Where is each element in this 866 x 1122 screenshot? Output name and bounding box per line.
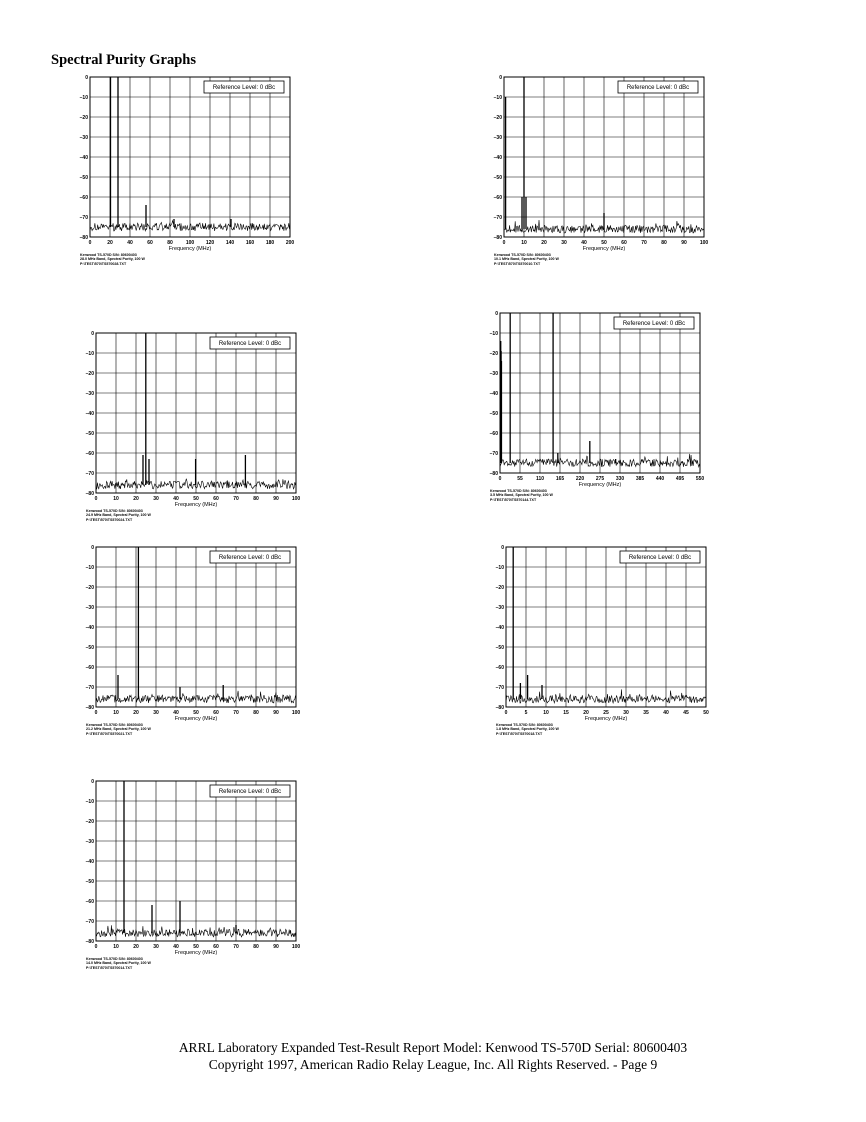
- x-tick-label: 110: [535, 476, 545, 482]
- x-tick-label: 275: [595, 476, 605, 482]
- y-tick-label: –50: [85, 645, 94, 651]
- y-tick-label: –70: [85, 685, 94, 691]
- reference-level-label: Reference Level: 0 dBc: [212, 85, 276, 92]
- grid: [90, 77, 290, 237]
- y-tick-label: –10: [85, 351, 94, 357]
- y-tick-label: –20: [493, 115, 502, 121]
- y-tick-label: –50: [79, 175, 88, 181]
- graph-caption-line: P:\TEST\570\TS570021.TXT: [86, 731, 133, 736]
- y-tick-label: –10: [79, 95, 88, 101]
- x-tick-label: 440: [655, 476, 665, 482]
- x-axis-label: Frequency (MHz): [168, 246, 212, 252]
- graph-caption-line: P:\TEST\570\TS570014.TXT: [86, 965, 133, 970]
- y-tick-label: –70: [85, 471, 94, 477]
- chart-svg: [72, 326, 317, 516]
- x-tick-label: 0: [88, 240, 92, 246]
- x-tick-label: 30: [153, 496, 159, 502]
- graph-caption-line: 1.8 MHz Band, Spectral Purity, 100 W: [496, 727, 559, 732]
- graph-caption-line: 24.9 MHz Band, Spectral Purity, 100 W: [86, 513, 151, 518]
- graph-caption-line: Kenwood TS-570D S/N: 80600403: [494, 253, 551, 257]
- x-tick-label: 70: [233, 496, 239, 502]
- x-tick-label: 0: [502, 240, 506, 246]
- x-tick-label: 100: [291, 496, 301, 502]
- y-tick-label: –70: [495, 685, 504, 691]
- y-tick-label: –80: [495, 705, 504, 711]
- x-tick-label: 80: [253, 944, 259, 950]
- x-tick-label: 20: [133, 496, 139, 502]
- y-tick-label: –30: [489, 371, 498, 377]
- grid: [96, 547, 296, 707]
- x-tick-label: 80: [253, 496, 259, 502]
- graph-caption-line: Kenwood TS-570D S/N: 80600403: [80, 253, 137, 257]
- y-tick-label: –50: [489, 411, 498, 417]
- x-tick-label: 40: [173, 496, 179, 502]
- graph-caption: [494, 253, 559, 266]
- y-tick-label: –10: [85, 799, 94, 805]
- graph-caption-line: P:\TEST\570\TS570144.TXT: [490, 497, 537, 502]
- graph-caption-line: Kenwood TS-570D S/N: 80600403: [496, 723, 553, 727]
- y-tick-label: –60: [85, 451, 94, 457]
- y-tick-label: 0: [85, 75, 88, 81]
- footer-line-1: ARRL Laboratory Expanded Test-Result Report Model: Kenwood TS-570D Serial: 80600403: [178, 1040, 688, 1055]
- y-tick-label: –40: [85, 859, 94, 865]
- y-tick-label: –70: [489, 451, 498, 457]
- x-axis-label: Frequency (MHz): [174, 502, 218, 508]
- graph-caption-line: 28.0 MHz Band, Spectral Purity, 100 W: [80, 257, 145, 262]
- y-tick-label: –10: [85, 565, 94, 571]
- x-tick-label: 0: [94, 710, 98, 716]
- graph-caption: [86, 509, 151, 522]
- spectral-graph-10mhz: [480, 70, 725, 288]
- x-tick-label: 100: [291, 710, 301, 716]
- y-tick-label: –50: [495, 645, 504, 651]
- x-tick-label: 60: [147, 240, 153, 246]
- x-tick-label: 30: [623, 710, 629, 716]
- y-tick-label: –40: [489, 391, 498, 397]
- graph-caption-line: 21.2 MHz Band, Spectral Purity, 100 W: [86, 727, 151, 732]
- reference-level-box: [210, 337, 290, 349]
- x-tick-label: 550: [695, 476, 705, 482]
- y-tick-label: –80: [85, 939, 94, 945]
- grid: [500, 313, 700, 473]
- x-tick-label: 10: [521, 240, 527, 246]
- reference-level-box: [614, 317, 694, 329]
- x-tick-label: 140: [225, 240, 235, 246]
- y-tick-label: –50: [85, 879, 94, 885]
- x-tick-label: 60: [213, 710, 219, 716]
- y-tick-label: –30: [495, 605, 504, 611]
- spectral-graph-21mhz: [72, 540, 317, 758]
- x-tick-label: 90: [681, 240, 687, 246]
- y-tick-label: –20: [495, 585, 504, 591]
- y-tick-label: –20: [489, 351, 498, 357]
- reference-level-box: [620, 551, 700, 563]
- x-tick-label: 10: [113, 710, 119, 716]
- x-tick-label: 90: [273, 944, 279, 950]
- x-tick-label: 20: [133, 944, 139, 950]
- x-tick-label: 80: [661, 240, 667, 246]
- graph-caption-line: Kenwood TS-570D S/N: 80600403: [490, 489, 547, 493]
- y-tick-label: –10: [493, 95, 502, 101]
- y-tick-label: –30: [85, 605, 94, 611]
- x-tick-label: 50: [193, 496, 199, 502]
- x-tick-label: 220: [575, 476, 585, 482]
- grid: [506, 547, 706, 707]
- x-tick-label: 50: [193, 944, 199, 950]
- x-tick-label: 0: [504, 710, 508, 716]
- x-tick-label: 100: [699, 240, 709, 246]
- y-tick-label: –20: [85, 819, 94, 825]
- footer-line-2: Copyright 1997, American Radio Relay League, Inc. All Rights Reserved. - Page 9: [208, 1057, 658, 1072]
- spectral-graph-3-5mhz: [476, 306, 721, 524]
- y-tick-label: –20: [85, 585, 94, 591]
- x-axis-label: Frequency (MHz): [584, 716, 628, 722]
- reference-level-label: Reference Level: 0 dBc: [628, 555, 692, 562]
- y-tick-label: –50: [493, 175, 502, 181]
- y-tick-label: 0: [91, 779, 94, 785]
- x-tick-label: 80: [253, 710, 259, 716]
- chart-svg: [476, 306, 721, 496]
- reference-level-label: Reference Level: 0 dBc: [626, 85, 690, 92]
- x-tick-label: 20: [133, 710, 139, 716]
- y-tick-label: –60: [489, 431, 498, 437]
- x-tick-label: 165: [555, 476, 565, 482]
- x-tick-label: 5: [524, 710, 528, 716]
- y-tick-label: –20: [85, 371, 94, 377]
- y-tick-label: –20: [79, 115, 88, 121]
- x-tick-label: 0: [94, 944, 98, 950]
- y-tick-label: –70: [79, 215, 88, 221]
- y-tick-label: –80: [489, 471, 498, 477]
- y-tick-label: –40: [79, 155, 88, 161]
- y-tick-label: –60: [493, 195, 502, 201]
- reference-level-label: Reference Level: 0 dBc: [218, 789, 282, 796]
- x-tick-label: 15: [563, 710, 569, 716]
- graph-caption: [86, 957, 151, 970]
- x-tick-label: 120: [205, 240, 215, 246]
- spectral-graph-1-8mhz: [482, 540, 727, 758]
- graph-caption-line: 3.5 MHz Band, Spectral Purity, 100 W: [490, 493, 553, 498]
- graph-caption-line: P:\TEST\570\TS570010.TXT: [494, 261, 541, 266]
- y-tick-label: –50: [85, 431, 94, 437]
- x-tick-label: 55: [517, 476, 523, 482]
- reference-level-label: Reference Level: 0 dBc: [622, 321, 686, 328]
- x-tick-label: 40: [663, 710, 669, 716]
- x-tick-label: 70: [641, 240, 647, 246]
- chart-svg: [66, 70, 311, 260]
- y-tick-label: –30: [85, 391, 94, 397]
- y-tick-label: –30: [79, 135, 88, 141]
- graph-caption-line: Kenwood TS-570D S/N: 80600403: [86, 723, 143, 727]
- x-tick-label: 20: [541, 240, 547, 246]
- y-tick-label: –70: [85, 919, 94, 925]
- y-tick-label: –70: [493, 215, 502, 221]
- x-tick-label: 60: [621, 240, 627, 246]
- graph-caption-line: 10.1 MHz Band, Spectral Purity, 100 W: [494, 257, 559, 262]
- x-tick-label: 60: [213, 944, 219, 950]
- x-tick-label: 30: [153, 944, 159, 950]
- x-tick-label: 30: [561, 240, 567, 246]
- graph-caption-line: P:\TEST\570\TS570028.TXT: [80, 261, 127, 266]
- x-tick-label: 100: [291, 944, 301, 950]
- spectral-graph-14mhz: [72, 774, 317, 992]
- y-tick-label: –60: [85, 899, 94, 905]
- x-tick-label: 200: [285, 240, 295, 246]
- x-tick-label: 45: [683, 710, 689, 716]
- graph-caption: [86, 723, 151, 736]
- grid: [96, 781, 296, 941]
- x-tick-label: 90: [273, 496, 279, 502]
- spectral-graph-28mhz: [66, 70, 311, 288]
- graph-caption: [496, 723, 559, 736]
- x-tick-label: 60: [213, 496, 219, 502]
- y-tick-label: –80: [79, 235, 88, 241]
- graph-caption-line: Kenwood TS-570D S/N: 80600403: [86, 509, 143, 513]
- x-tick-label: 50: [703, 710, 709, 716]
- y-tick-label: –60: [79, 195, 88, 201]
- x-tick-label: 40: [581, 240, 587, 246]
- y-tick-label: 0: [499, 75, 502, 81]
- y-tick-label: 0: [495, 311, 498, 317]
- y-tick-label: –80: [85, 705, 94, 711]
- x-tick-label: 495: [675, 476, 685, 482]
- graph-caption-line: P:\TEST\570\TS570024.TXT: [86, 517, 133, 522]
- x-tick-label: 10: [113, 496, 119, 502]
- reference-level-label: Reference Level: 0 dBc: [218, 555, 282, 562]
- y-tick-label: 0: [501, 545, 504, 551]
- spectral-graph-24mhz: [72, 326, 317, 544]
- graph-caption: [80, 253, 145, 266]
- x-tick-label: 50: [193, 710, 199, 716]
- x-tick-label: 10: [113, 944, 119, 950]
- x-tick-label: 25: [603, 710, 609, 716]
- graph-caption: [490, 489, 553, 502]
- reference-level-box: [618, 81, 698, 93]
- x-tick-label: 385: [635, 476, 645, 482]
- x-tick-label: 180: [265, 240, 275, 246]
- x-tick-label: 160: [245, 240, 255, 246]
- x-tick-label: 70: [233, 944, 239, 950]
- x-axis-label: Frequency (MHz): [174, 950, 218, 956]
- chart-svg: [72, 774, 317, 964]
- graph-caption-line: Kenwood TS-570D S/N: 80600403: [86, 957, 143, 961]
- x-axis-label: Frequency (MHz): [582, 246, 626, 252]
- y-tick-label: –40: [85, 411, 94, 417]
- y-tick-label: –60: [85, 665, 94, 671]
- y-tick-label: –40: [85, 625, 94, 631]
- x-tick-label: 70: [233, 710, 239, 716]
- reference-level-box: [210, 551, 290, 563]
- x-tick-label: 330: [615, 476, 625, 482]
- reference-level-label: Reference Level: 0 dBc: [218, 341, 282, 348]
- x-tick-label: 40: [173, 710, 179, 716]
- y-tick-label: –10: [495, 565, 504, 571]
- graph-caption-line: 14.0 MHz Band, Spectral Purity, 100 W: [86, 961, 151, 966]
- x-tick-label: 0: [498, 476, 502, 482]
- x-tick-label: 30: [153, 710, 159, 716]
- x-tick-label: 100: [185, 240, 195, 246]
- y-tick-label: –30: [493, 135, 502, 141]
- x-tick-label: 35: [643, 710, 649, 716]
- x-tick-label: 40: [127, 240, 133, 246]
- reference-level-box: [210, 785, 290, 797]
- y-tick-label: –60: [495, 665, 504, 671]
- graph-caption-line: P:\TEST\570\TS570018.TXT: [496, 731, 543, 736]
- page-title: Spectral Purity Graphs: [51, 52, 196, 68]
- y-tick-label: 0: [91, 331, 94, 337]
- x-tick-label: 20: [583, 710, 589, 716]
- x-tick-label: 50: [601, 240, 607, 246]
- y-tick-label: –80: [85, 491, 94, 497]
- x-tick-label: 20: [107, 240, 113, 246]
- y-tick-label: –40: [493, 155, 502, 161]
- reference-level-box: [204, 81, 284, 93]
- chart-svg: [72, 540, 317, 730]
- x-tick-label: 40: [173, 944, 179, 950]
- y-tick-label: –30: [85, 839, 94, 845]
- y-tick-label: –80: [493, 235, 502, 241]
- chart-svg: [480, 70, 725, 260]
- y-tick-label: –10: [489, 331, 498, 337]
- chart-svg: [482, 540, 727, 730]
- y-tick-label: 0: [91, 545, 94, 551]
- x-tick-label: 80: [167, 240, 173, 246]
- x-tick-label: 0: [94, 496, 98, 502]
- x-axis-label: Frequency (MHz): [174, 716, 218, 722]
- x-tick-label: 90: [273, 710, 279, 716]
- x-tick-label: 10: [543, 710, 549, 716]
- y-tick-label: –40: [495, 625, 504, 631]
- x-axis-label: Frequency (MHz): [578, 482, 622, 488]
